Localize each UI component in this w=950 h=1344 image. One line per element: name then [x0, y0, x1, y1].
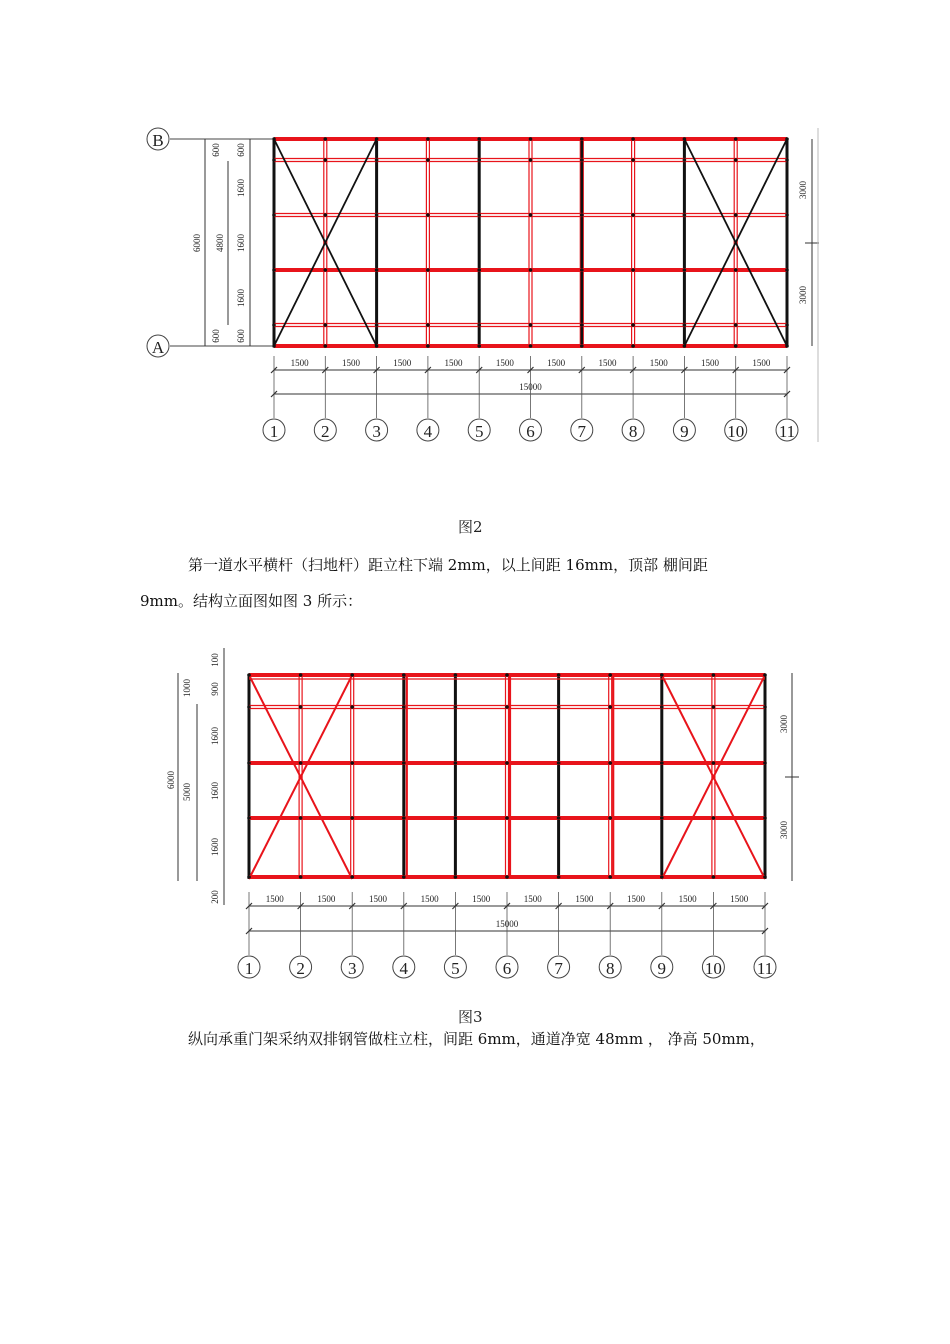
node-6-0: [505, 673, 509, 677]
dim-1600-a: 1600: [210, 727, 220, 745]
dim-5000: 5000: [182, 783, 192, 801]
node-2-1: [299, 705, 303, 709]
node-2-0: [299, 673, 303, 677]
dim-right-3000-top: 3000: [779, 715, 789, 733]
bay-dim-2: 1500: [341, 358, 360, 368]
node-5-2: [454, 761, 458, 765]
bay-dim-9: 1500: [678, 894, 697, 904]
dim-seg-1600-b: 1600: [236, 234, 246, 252]
node-10-2: [712, 761, 716, 765]
axis-label-9: 9: [680, 422, 689, 441]
node-5-0: [454, 673, 458, 677]
node-7-3: [557, 816, 561, 820]
bay-dim-1: 1500: [265, 894, 284, 904]
figure-3-caption: 图3: [458, 1008, 483, 1026]
dim-1600-c: 1600: [210, 838, 220, 856]
node-10-4: [712, 875, 716, 879]
node-6-2: [505, 761, 509, 765]
bay-dim-10: 1500: [752, 358, 771, 368]
node-10-0: [712, 673, 716, 677]
bay-dim-3: 1500: [393, 358, 412, 368]
dim-right-3000-bottom: 3000: [779, 821, 789, 839]
figure-3-axis-bubbles: [238, 956, 776, 978]
node-6-3: [505, 816, 509, 820]
node-3-0: [350, 673, 354, 677]
node-6-1: [505, 705, 509, 709]
axis-label-6: 6: [526, 422, 535, 441]
axis-label-9: 9: [657, 959, 667, 978]
node-5-3: [454, 816, 458, 820]
bay-dim-5: 1500: [472, 894, 491, 904]
node-9-3: [660, 816, 664, 820]
axis-label-3: 3: [347, 959, 357, 978]
axis-label-1: 1: [269, 422, 279, 441]
figure-3-bottom-dimensions: [246, 892, 768, 955]
dim-seg-1600-c: 1600: [236, 289, 246, 307]
node-1-3: [247, 816, 251, 820]
bay-dim-6: 1500: [523, 894, 542, 904]
bay-dim-5: 1500: [495, 358, 514, 368]
axis-label-8: 8: [605, 959, 615, 978]
bay-dim-1: 1500: [290, 358, 309, 368]
node-4-1: [402, 705, 406, 709]
axis-label-7: 7: [577, 422, 587, 441]
dim-4800: 4800: [215, 234, 225, 252]
node-3-4: [350, 875, 354, 879]
node-7-2: [557, 761, 561, 765]
grid-label-b: B: [152, 131, 164, 150]
bay-dim-9: 1500: [701, 358, 720, 368]
axis-label-8: 8: [628, 422, 638, 441]
node-2-4: [299, 875, 303, 879]
dim-6000: 6000: [192, 234, 202, 252]
axis-label-6: 6: [502, 959, 512, 978]
figure-3-frame: [247, 673, 767, 879]
bay-dim-3: 1500: [369, 894, 387, 904]
dim-200: 200: [210, 890, 220, 904]
axis-label-10: 10: [704, 959, 722, 978]
dim-seg-600-top: 600: [236, 143, 246, 157]
total-dim: 15000: [519, 382, 542, 392]
bay-dim-7: 1500: [575, 894, 594, 904]
node-4-2: [402, 761, 406, 765]
dim-600-top-outer: 600: [211, 143, 221, 157]
bay-dim-8: 1500: [649, 358, 668, 368]
bay-dim-4: 1500: [444, 358, 463, 368]
node-9-2: [660, 761, 664, 765]
figure-2-caption: 图2: [458, 518, 483, 536]
bay-dim-4: 1500: [420, 894, 439, 904]
node-3-1: [350, 705, 354, 709]
dim-6000: 6000: [166, 771, 176, 789]
node-6-4: [505, 875, 509, 879]
axis-label-4: 4: [399, 959, 409, 978]
figure-3-left-dimensions: [166, 648, 224, 905]
node-2-3: [299, 816, 303, 820]
node-1-2: [247, 761, 251, 765]
dim-100: 100: [210, 653, 220, 667]
node-9-1: [660, 705, 664, 709]
node-8-2: [608, 761, 612, 765]
axis-label-2: 2: [296, 959, 305, 978]
dim-seg-1600-a: 1600: [236, 179, 246, 197]
node-9-0: [660, 673, 664, 677]
node-11-1: [763, 705, 767, 709]
paragraph-2-line-1: 纵向承重门架采纳双排钢管做柱立柱，间距 6mm，通道净宽 48mm ， 净高 50mm，: [188, 1030, 765, 1048]
node-11-4: [763, 875, 767, 879]
node-11-3: [763, 816, 767, 820]
dim-right-3000-top: 3000: [798, 181, 808, 199]
node-4-0: [402, 673, 406, 677]
axis-label-5: 5: [451, 959, 460, 978]
dim-1600-b: 1600: [210, 782, 220, 800]
dim-600-bottom-outer: 600: [211, 329, 221, 343]
total-dim: 15000: [495, 919, 519, 929]
node-8-1: [608, 705, 612, 709]
paragraph-1-line-1: 第一道水平横杆（扫地杆）距立柱下端 2mm，以上间距 16mm，顶部 棚间距: [188, 556, 708, 574]
node-5-1: [454, 705, 458, 709]
node-1-1: [247, 705, 251, 709]
axis-label-5: 5: [474, 422, 484, 441]
dim-seg-600-bottom: 600: [236, 329, 246, 343]
node-3-2: [350, 761, 354, 765]
figure-3-right-dimensions: [779, 673, 799, 881]
node-9-4: [660, 875, 664, 879]
node-11-2: [763, 761, 767, 765]
axis-label-11: 11: [756, 959, 774, 978]
node-7-0: [557, 673, 561, 677]
node-8-0: [608, 673, 612, 677]
node-7-1: [557, 705, 561, 709]
node-10-3: [712, 816, 716, 820]
node-7-4: [557, 875, 561, 879]
paragraph-1-line-2: 9mm。结构立面图如图 3 所示：: [140, 592, 363, 610]
bay-dim-8: 1500: [627, 894, 645, 904]
bay-dim-6: 1500: [547, 358, 566, 368]
axis-label-3: 3: [372, 422, 381, 441]
dim-1000: 1000: [182, 679, 192, 697]
node-10-1: [712, 705, 716, 709]
node-8-3: [608, 816, 612, 820]
bay-dim-7: 1500: [598, 358, 617, 368]
axis-label-2: 2: [321, 422, 330, 441]
axis-label-11: 11: [778, 422, 796, 441]
node-11-0: [763, 673, 767, 677]
node-2-2: [299, 761, 303, 765]
axis-label-4: 4: [423, 422, 433, 441]
dim-900: 900: [210, 682, 220, 696]
node-5-4: [454, 875, 458, 879]
node-8-4: [608, 875, 612, 879]
node-1-4: [247, 875, 251, 879]
node-4-3: [402, 816, 406, 820]
bay-dim-2: 1500: [317, 894, 336, 904]
node-1-0: [247, 673, 251, 677]
node-3-3: [350, 816, 354, 820]
grid-label-a: A: [151, 338, 165, 357]
bay-dim-10: 1500: [730, 894, 749, 904]
axis-label-1: 1: [244, 959, 254, 978]
node-4-4: [402, 875, 406, 879]
dim-right-3000-bottom: 3000: [798, 286, 808, 304]
axis-label-7: 7: [554, 959, 563, 978]
axis-label-10: 10: [727, 422, 745, 441]
